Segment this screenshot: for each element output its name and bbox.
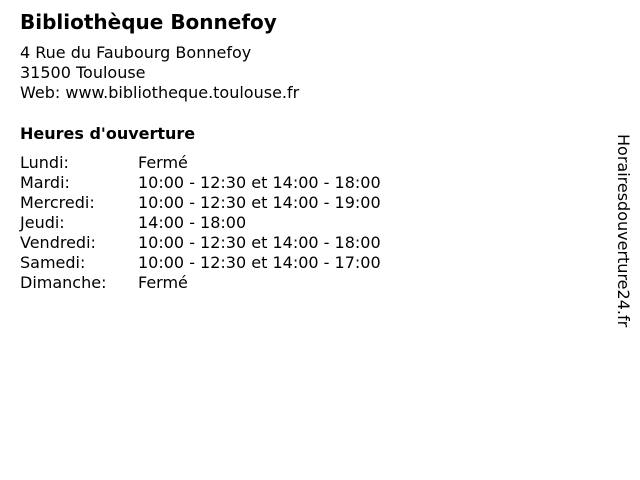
hours-row-tuesday bbox=[20, 173, 381, 193]
day-hours: 10:00 - 12:30 et 14:00 - 19:00 bbox=[138, 193, 381, 212]
day-hours: 10:00 - 12:30 et 14:00 - 17:00 bbox=[138, 253, 381, 272]
day-label: Lundi: bbox=[20, 153, 69, 172]
opening-hours-heading: Heures d'ouverture bbox=[20, 124, 196, 143]
opening-hours-table bbox=[20, 153, 381, 293]
day-hours: Fermé bbox=[138, 273, 188, 292]
day-hours: 14:00 - 18:00 bbox=[138, 213, 247, 232]
day-label: Jeudi: bbox=[20, 213, 65, 232]
hours-row-sunday bbox=[20, 273, 381, 293]
library-address bbox=[20, 43, 299, 103]
day-hours: 10:00 - 12:30 et 14:00 - 18:00 bbox=[138, 173, 381, 192]
address-street: 4 Rue du Faubourg Bonnefoy bbox=[20, 43, 252, 62]
hours-row-monday bbox=[20, 153, 381, 173]
hours-row-friday bbox=[20, 233, 381, 253]
day-label: Dimanche: bbox=[20, 273, 107, 292]
hours-row-thursday bbox=[20, 213, 381, 233]
day-label: Mardi: bbox=[20, 173, 70, 192]
day-label: Vendredi: bbox=[20, 233, 96, 252]
source-watermark: Horairesdouverture24.fr bbox=[614, 134, 633, 328]
day-label: Samedi: bbox=[20, 253, 86, 272]
hours-row-wednesday bbox=[20, 193, 381, 213]
day-hours: Fermé bbox=[138, 153, 188, 172]
hours-row-saturday bbox=[20, 253, 381, 273]
library-name: Bibliothèque Bonnefoy bbox=[20, 10, 277, 34]
day-hours: 10:00 - 12:30 et 14:00 - 18:00 bbox=[138, 233, 381, 252]
day-label: Mercredi: bbox=[20, 193, 95, 212]
website-line[interactable]: Web: www.bibliotheque.toulouse.fr bbox=[20, 83, 300, 102]
address-city: 31500 Toulouse bbox=[20, 63, 146, 82]
